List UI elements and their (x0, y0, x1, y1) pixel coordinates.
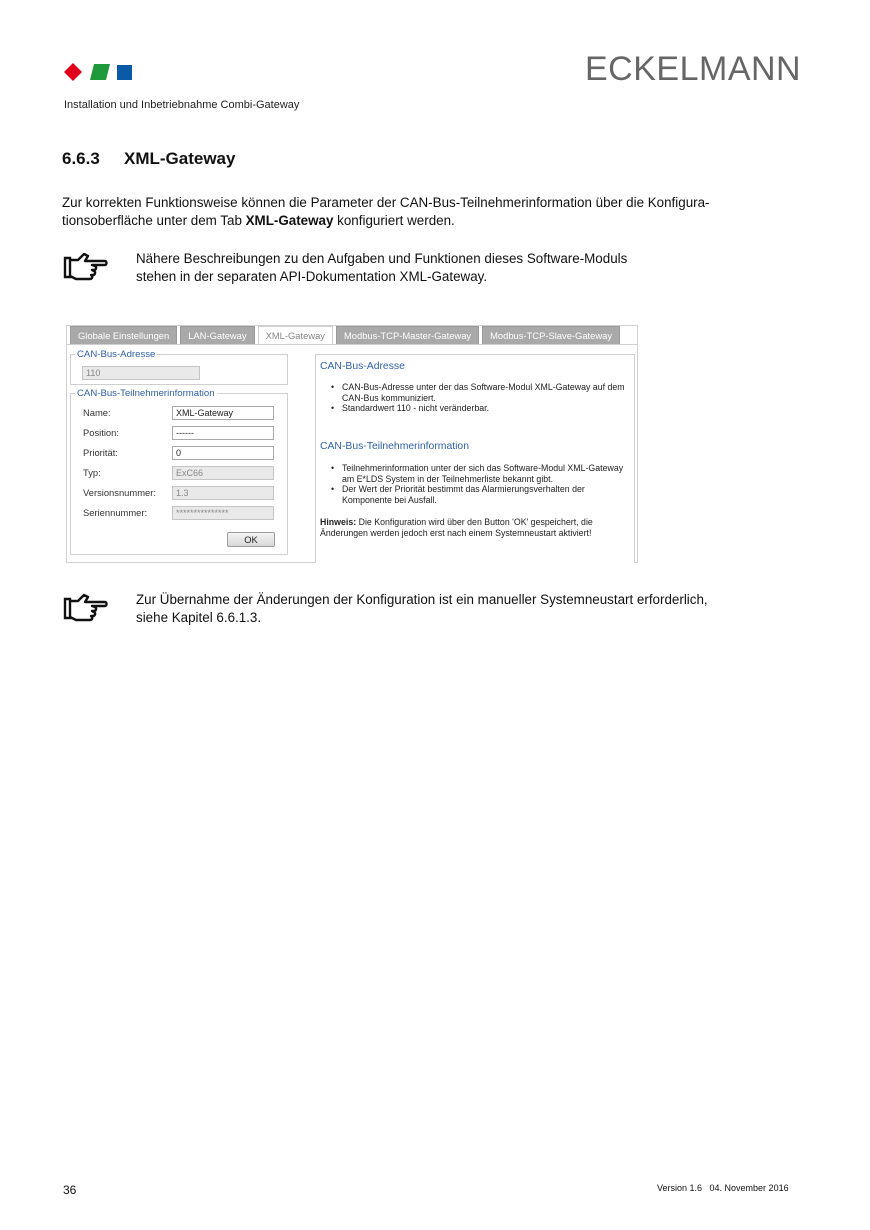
tab-globale-einstellungen[interactable]: Globale Einstellungen (70, 326, 177, 344)
document-title: Installation und Inbetriebnahme Combi-Gateway (64, 99, 300, 111)
list-item: • Standardwert 110 - nicht veränderbar. (320, 403, 630, 414)
page-number: 36 (63, 1183, 77, 1197)
tab-modbus-tcp-slave-gateway[interactable]: Modbus-TCP-Slave-Gateway (482, 326, 620, 344)
note-api-docs (136, 250, 627, 286)
group-legend: CAN-Bus-Adresse (77, 349, 156, 360)
list-item: • Der Wert der Priorität bestimmt das Alarmierungsverhalten der Komponente bei Ausfall. (320, 484, 630, 505)
tab-bar (67, 326, 620, 344)
note-line: Nähere Beschreibungen zu den Aufgaben und Funktionen dieses Software-Moduls (136, 251, 628, 266)
tab-xml-gateway[interactable]: XML-Gateway (258, 326, 333, 344)
help-panel (315, 354, 635, 563)
tab-lan-gateway[interactable]: LAN-Gateway (180, 326, 254, 344)
serial-label: Seriennummer: (83, 507, 148, 518)
section-title: XML-Gateway (124, 149, 236, 168)
intro-text: Zur korrekten Funktionsweise können die Parameter der CAN-Bus-Teilnehmerinformation über die Konfigura-tionsoberfläche unter dem Tab (62, 195, 710, 228)
position-field[interactable]: ------ (172, 426, 274, 440)
brand-wordmark: ECKELMANN (585, 50, 802, 88)
position-label: Position: (83, 427, 119, 438)
section-heading (62, 149, 235, 169)
pointing-hand-icon (62, 251, 108, 281)
name-field[interactable]: XML-Gateway (172, 406, 274, 420)
note-line: Zur Übernahme der Änderungen der Konfiguration ist ein manueller Systemneustart erforderlich, (136, 592, 708, 607)
tab-modbus-tcp-master-gateway[interactable]: Modbus-TCP-Master-Gateway (336, 326, 479, 344)
version-date: Version 1.6 04. November 2016 (657, 1183, 789, 1193)
help-list-can-address (320, 382, 630, 414)
help-hint (320, 517, 630, 538)
pointing-hand-icon (62, 592, 108, 622)
list-item: • CAN-Bus-Adresse unter der das Software-Modul XML-Gateway auf dem CAN-Bus kommuniziert. (320, 382, 630, 403)
serial-field[interactable]: *************** (172, 506, 274, 520)
intro-text-end: konfiguriert werden. (333, 213, 455, 228)
list-item: • Teilnehmerinformation unter der sich das Software-Modul XML-Gateway am E*LDS System in der Teilnehmerliste bekannt gibt. (320, 463, 630, 484)
hint-label: Hinweis: (320, 517, 357, 527)
priority-field[interactable]: 0 (172, 446, 274, 460)
note-line: siehe Kapitel 6.6.1.3. (136, 610, 262, 625)
type-field[interactable]: ExC66 (172, 466, 274, 480)
section-number: 6.6.3 (62, 149, 100, 168)
name-label: Name: (83, 407, 111, 418)
help-list-participant-info (320, 463, 630, 505)
intro-paragraph (62, 194, 792, 230)
hint-text: Die Konfiguration wird über den Button 'OK' gespeichert, die Änderungen werden jedoch erst nach einem Systemneustart aktiviert! (320, 517, 593, 538)
can-bus-address-field[interactable]: 110 (82, 366, 200, 380)
ok-button[interactable]: OK (227, 532, 275, 547)
group-legend: CAN-Bus-Teilnehmerinformation (77, 388, 215, 399)
version-label: Versionsnummer: (83, 487, 156, 498)
eckelmann-logo-icon (62, 60, 136, 82)
note-restart-required (136, 591, 708, 627)
version-field[interactable]: 1.3 (172, 486, 274, 500)
intro-tab-name: XML-Gateway (245, 213, 334, 228)
help-title-can-address: CAN-Bus-Adresse (320, 361, 405, 372)
type-label: Typ: (83, 467, 101, 478)
tab-divider (67, 344, 637, 345)
help-title-participant-info: CAN-Bus-Teilnehmerinformation (320, 441, 469, 452)
xml-gateway-config-panel (66, 325, 638, 563)
priority-label: Priorität: (83, 447, 118, 458)
note-line: stehen in der separaten API-Dokumentation XML-Gateway. (136, 269, 488, 284)
